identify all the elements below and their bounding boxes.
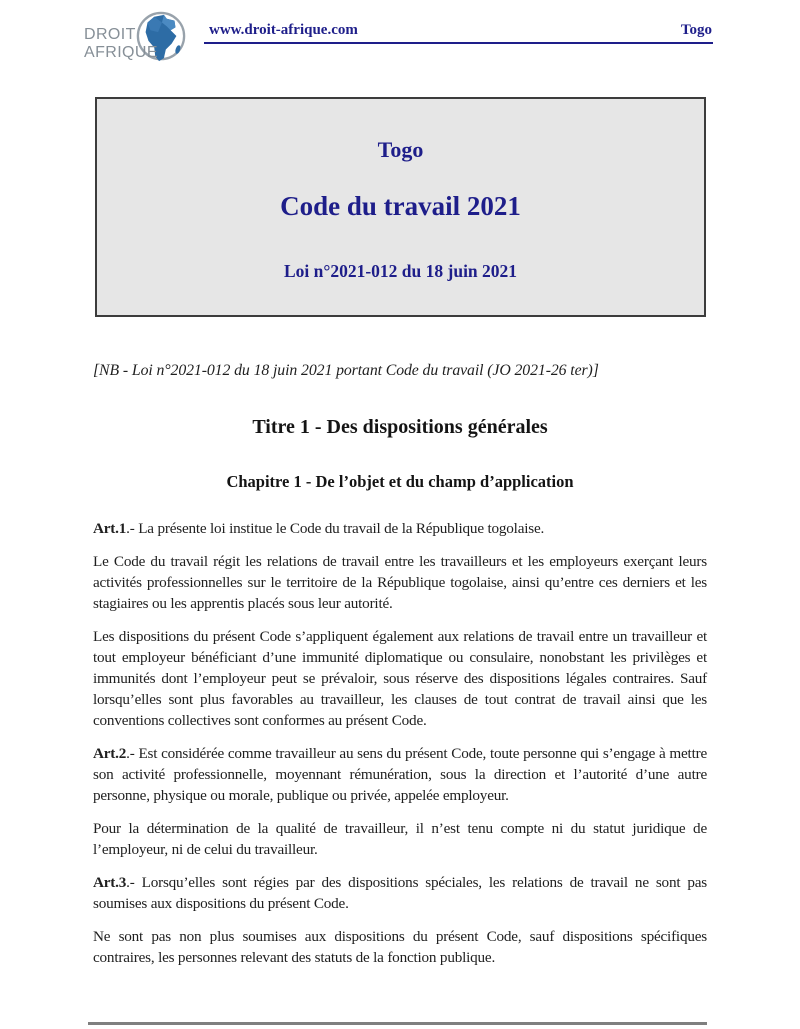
cover-country: Togo xyxy=(377,137,424,162)
paragraph xyxy=(93,818,707,860)
article-1-paragraph xyxy=(93,518,707,539)
titre-1-heading: Titre 1 - Des dispositions générales xyxy=(252,416,548,438)
paragraph xyxy=(93,926,707,968)
paragraph-text: Ne sont pas non plus soumises aux dispositions du présent Code, sauf dispositions spécifiques contraires, les personnes relevant des statuts de la fonction publique. xyxy=(93,928,707,966)
logo-line1: DROIT xyxy=(84,26,136,43)
chapitre-1-heading: Chapitre 1 - De l’objet et du champ d’application xyxy=(226,472,574,491)
logo-wordmark xyxy=(84,26,158,61)
article-3-paragraph xyxy=(93,872,707,914)
footer-rule xyxy=(88,1022,707,1025)
document-body xyxy=(93,360,707,980)
logo-line2: AFRIQUE xyxy=(84,43,158,61)
paragraph-text: Le Code du travail régit les relations de travail entre les travailleurs et les employeurs exerçant leurs activités professionnelles sur le territoire de la République togolaise, ainsi qu’entre ces derniers et les stagiaires ou les apprentis placés sous leur autorité. xyxy=(93,553,707,612)
cover-title: Code du travail 2021 xyxy=(280,191,521,221)
paragraph xyxy=(93,626,707,731)
website-link[interactable]: www.droit-afrique.com xyxy=(209,22,358,38)
droit-afrique-logo xyxy=(84,8,206,70)
cover-law-reference: Loi n°2021-012 du 18 juin 2021 xyxy=(283,261,518,281)
nb-editorial-note: [NB - Loi n°2021-012 du 18 juin 2021 portant Code du travail (JO 2021-26 ter)] xyxy=(93,362,599,379)
article-3-label: Art.3 xyxy=(93,874,127,891)
header-country-label: Togo xyxy=(680,22,712,38)
paragraph-text: Pour la détermination de la qualité de travailleur, il n’est tenu compte ni du statut juridique de l’employeur, ni de celui du travailleur. xyxy=(93,820,707,858)
paragraph-text: .- Lorsqu’elles sont régies par des dispositions spéciales, les relations de travail ne sont pas soumises aux dispositions du présent Code. xyxy=(93,874,707,912)
article-2-label: Art.2 xyxy=(93,745,127,762)
header-rule xyxy=(204,42,713,44)
cover-title-box xyxy=(95,97,706,317)
paragraph-text: .- Est considérée comme travailleur au sens du présent Code, toute personne qui s’engage à mettre son activité professionnelle, moyennant rémunération, sous la direction et l’autorité d’une autre personne, physique ou morale, publique ou privée, appelée employeur. xyxy=(93,745,707,804)
paragraph-text: .- La présente loi institue le Code du travail de la République togolaise. xyxy=(126,520,545,537)
article-1-label: Art.1 xyxy=(93,520,127,537)
paragraph xyxy=(93,551,707,614)
article-2-paragraph xyxy=(93,743,707,806)
paragraph-text: Les dispositions du présent Code s’appliquent également aux relations de travail entre un travailleur et tout employeur bénéficiant d’une immunité diplomatique ou consulaire, nonobstant les privilèges et immunités dont l’employeur peut se prévaloir, sous réserve des dispositions légales contraires. Sauf lorsqu’elles sont plus favorables au travailleur, les clauses de tout contrat de travail ainsi que les conventions collectives sont conformes au présent Code. xyxy=(93,628,707,729)
